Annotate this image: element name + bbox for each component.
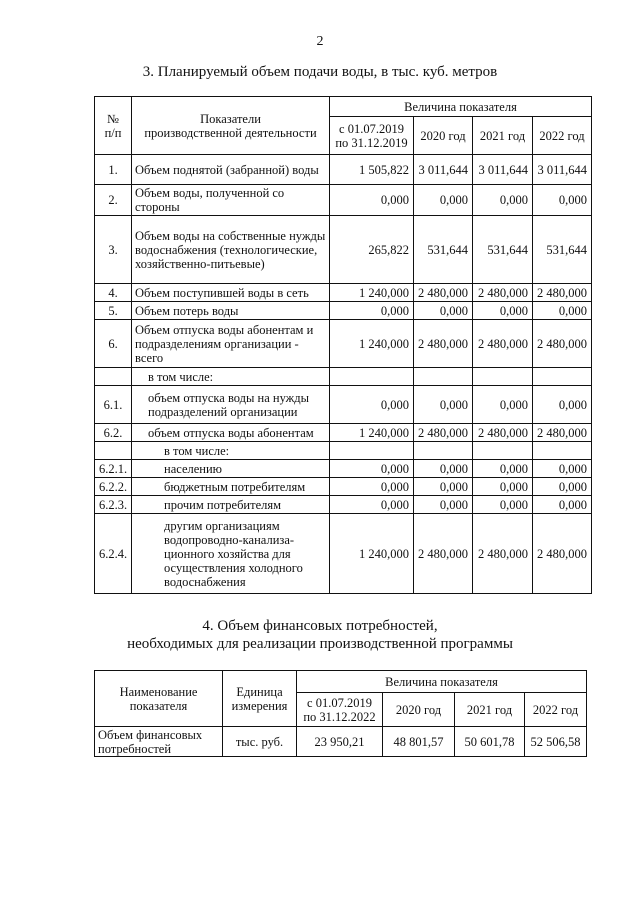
table-row — [95, 155, 592, 185]
row-value: 0,000 — [330, 460, 414, 478]
table-row — [95, 442, 592, 460]
table-row — [95, 216, 592, 284]
row-num: 6. — [95, 320, 132, 368]
row-unit: тыс. руб. — [223, 727, 297, 757]
row-value: 23 950,21 — [297, 727, 383, 757]
row-value: 3 011,644 — [533, 155, 592, 185]
col-header-2021: 2021 год — [455, 693, 525, 727]
col-header-unit: Единица измерения — [223, 671, 297, 727]
col-header-2020: 2020 год — [414, 117, 473, 155]
row-indicator: Объем воды, полученной со стороны — [132, 185, 330, 216]
table-row — [95, 424, 592, 442]
table-row — [95, 727, 587, 757]
row-value: 531,644 — [533, 216, 592, 284]
row-value: 48 801,57 — [383, 727, 455, 757]
row-value: 531,644 — [473, 216, 533, 284]
row-indicator: Объем воды на собственные нужды водоснабжения (технологические, хозяйственно-питьевые) — [132, 216, 330, 284]
row-value: 2 480,000 — [473, 320, 533, 368]
row-indicator: Объем потерь воды — [132, 302, 330, 320]
row-value: 0,000 — [414, 496, 473, 514]
col-header-2022: 2022 год — [533, 117, 592, 155]
row-num: 5. — [95, 302, 132, 320]
row-indicator: объем отпуска воды абонентам — [132, 424, 330, 442]
row-indicator: прочим потребителям — [132, 496, 330, 514]
col-header-2021: 2021 год — [473, 117, 533, 155]
row-value: 0,000 — [414, 185, 473, 216]
table-row — [95, 478, 592, 496]
row-value: 0,000 — [533, 302, 592, 320]
row-value — [330, 442, 414, 460]
col-header-value-group: Величина показателя — [330, 97, 592, 117]
row-num: 3. — [95, 216, 132, 284]
row-indicator: населению — [132, 460, 330, 478]
row-value: 1 240,000 — [330, 284, 414, 302]
row-num: 6.2.3. — [95, 496, 132, 514]
section-3-title: 3. Планируемый объем подачи воды, в тыс. куб. метров — [142, 64, 498, 80]
row-value: 2 480,000 — [533, 284, 592, 302]
row-value: 3 011,644 — [473, 155, 533, 185]
row-value: 0,000 — [533, 386, 592, 424]
row-value: 50 601,78 — [455, 727, 525, 757]
row-num: 6.2.2. — [95, 478, 132, 496]
row-value: 1 240,000 — [330, 514, 414, 594]
row-num: 6.2. — [95, 424, 132, 442]
col-header-value-group: Величина показателя — [297, 671, 587, 693]
row-name: Объем финансовых потребностей — [95, 727, 223, 757]
row-indicator: Объем отпуска воды абонентам и подразделениям организации - всего — [132, 320, 330, 368]
row-value: 531,644 — [414, 216, 473, 284]
table-row — [95, 386, 592, 424]
row-indicator: Объем поступившей воды в сеть — [132, 284, 330, 302]
row-value: 2 480,000 — [473, 424, 533, 442]
row-value: 52 506,58 — [525, 727, 587, 757]
table-row — [95, 460, 592, 478]
table-row — [95, 302, 592, 320]
row-value: 265,822 — [330, 216, 414, 284]
row-value: 0,000 — [414, 302, 473, 320]
table-row — [95, 496, 592, 514]
table-row — [95, 185, 592, 216]
row-value: 0,000 — [473, 386, 533, 424]
row-num: 2. — [95, 185, 132, 216]
row-value — [533, 368, 592, 386]
row-value: 0,000 — [330, 496, 414, 514]
row-value: 0,000 — [533, 496, 592, 514]
row-num — [95, 442, 132, 460]
table-row — [95, 284, 592, 302]
col-header-name: Наименование показателя — [95, 671, 223, 727]
row-num — [95, 368, 132, 386]
row-value: 0,000 — [473, 460, 533, 478]
row-value — [473, 442, 533, 460]
row-num: 1. — [95, 155, 132, 185]
col-header-period-1: с 01.07.2019 по 31.12.2022 — [297, 693, 383, 727]
row-value: 0,000 — [533, 478, 592, 496]
row-indicator: Объем поднятой (забранной) воды — [132, 155, 330, 185]
row-value: 0,000 — [533, 185, 592, 216]
row-num: 6.1. — [95, 386, 132, 424]
water-supply-table — [94, 96, 592, 594]
row-value: 0,000 — [414, 386, 473, 424]
row-value: 0,000 — [473, 302, 533, 320]
col-header-2020: 2020 год — [383, 693, 455, 727]
row-indicator: бюджетным потребителям — [132, 478, 330, 496]
row-value: 1 505,822 — [330, 155, 414, 185]
table-row — [95, 368, 592, 386]
row-value: 0,000 — [473, 185, 533, 216]
row-value: 2 480,000 — [414, 320, 473, 368]
row-value: 0,000 — [330, 185, 414, 216]
row-value: 0,000 — [330, 386, 414, 424]
section-4-title-line2: необходимых для реализации производственной программы — [127, 636, 513, 652]
section-4-title-line1: 4. Объем финансовых потребностей, — [202, 618, 438, 634]
row-indicator: в том числе: — [132, 368, 330, 386]
row-indicator: в том числе: — [132, 442, 330, 460]
row-num: 6.2.1. — [95, 460, 132, 478]
row-value — [414, 442, 473, 460]
row-value: 1 240,000 — [330, 424, 414, 442]
row-num: 4. — [95, 284, 132, 302]
row-value: 2 480,000 — [533, 514, 592, 594]
col-header-2022: 2022 год — [525, 693, 587, 727]
col-header-indicator: Показатели производственной деятельности — [132, 97, 330, 155]
row-value: 0,000 — [533, 460, 592, 478]
col-header-period-1: с 01.07.2019 по 31.12.2019 — [330, 117, 414, 155]
table-row — [95, 514, 592, 594]
row-value: 1 240,000 — [330, 320, 414, 368]
row-indicator: объем отпуска воды на нужды подразделений организации — [132, 386, 330, 424]
row-value: 2 480,000 — [473, 284, 533, 302]
row-indicator: другим организациям водопроводно-канализа-ционного хозяйства для осуществления холодного водоснабжения — [132, 514, 330, 594]
row-value — [473, 368, 533, 386]
row-value: 2 480,000 — [414, 424, 473, 442]
table-row — [95, 320, 592, 368]
row-value — [414, 368, 473, 386]
row-value: 0,000 — [473, 496, 533, 514]
page-number: 2 — [316, 34, 324, 49]
row-value: 2 480,000 — [414, 514, 473, 594]
row-value: 2 480,000 — [533, 320, 592, 368]
row-value — [330, 368, 414, 386]
row-value: 0,000 — [414, 460, 473, 478]
row-value: 2 480,000 — [414, 284, 473, 302]
row-value: 0,000 — [330, 478, 414, 496]
row-value: 0,000 — [414, 478, 473, 496]
row-value: 0,000 — [473, 478, 533, 496]
row-value: 0,000 — [330, 302, 414, 320]
row-value: 3 011,644 — [414, 155, 473, 185]
row-value: 2 480,000 — [533, 424, 592, 442]
col-header-num: № п/п — [95, 97, 132, 155]
row-num: 6.2.4. — [95, 514, 132, 594]
financial-needs-table — [94, 670, 587, 757]
row-value: 2 480,000 — [473, 514, 533, 594]
row-value — [533, 442, 592, 460]
